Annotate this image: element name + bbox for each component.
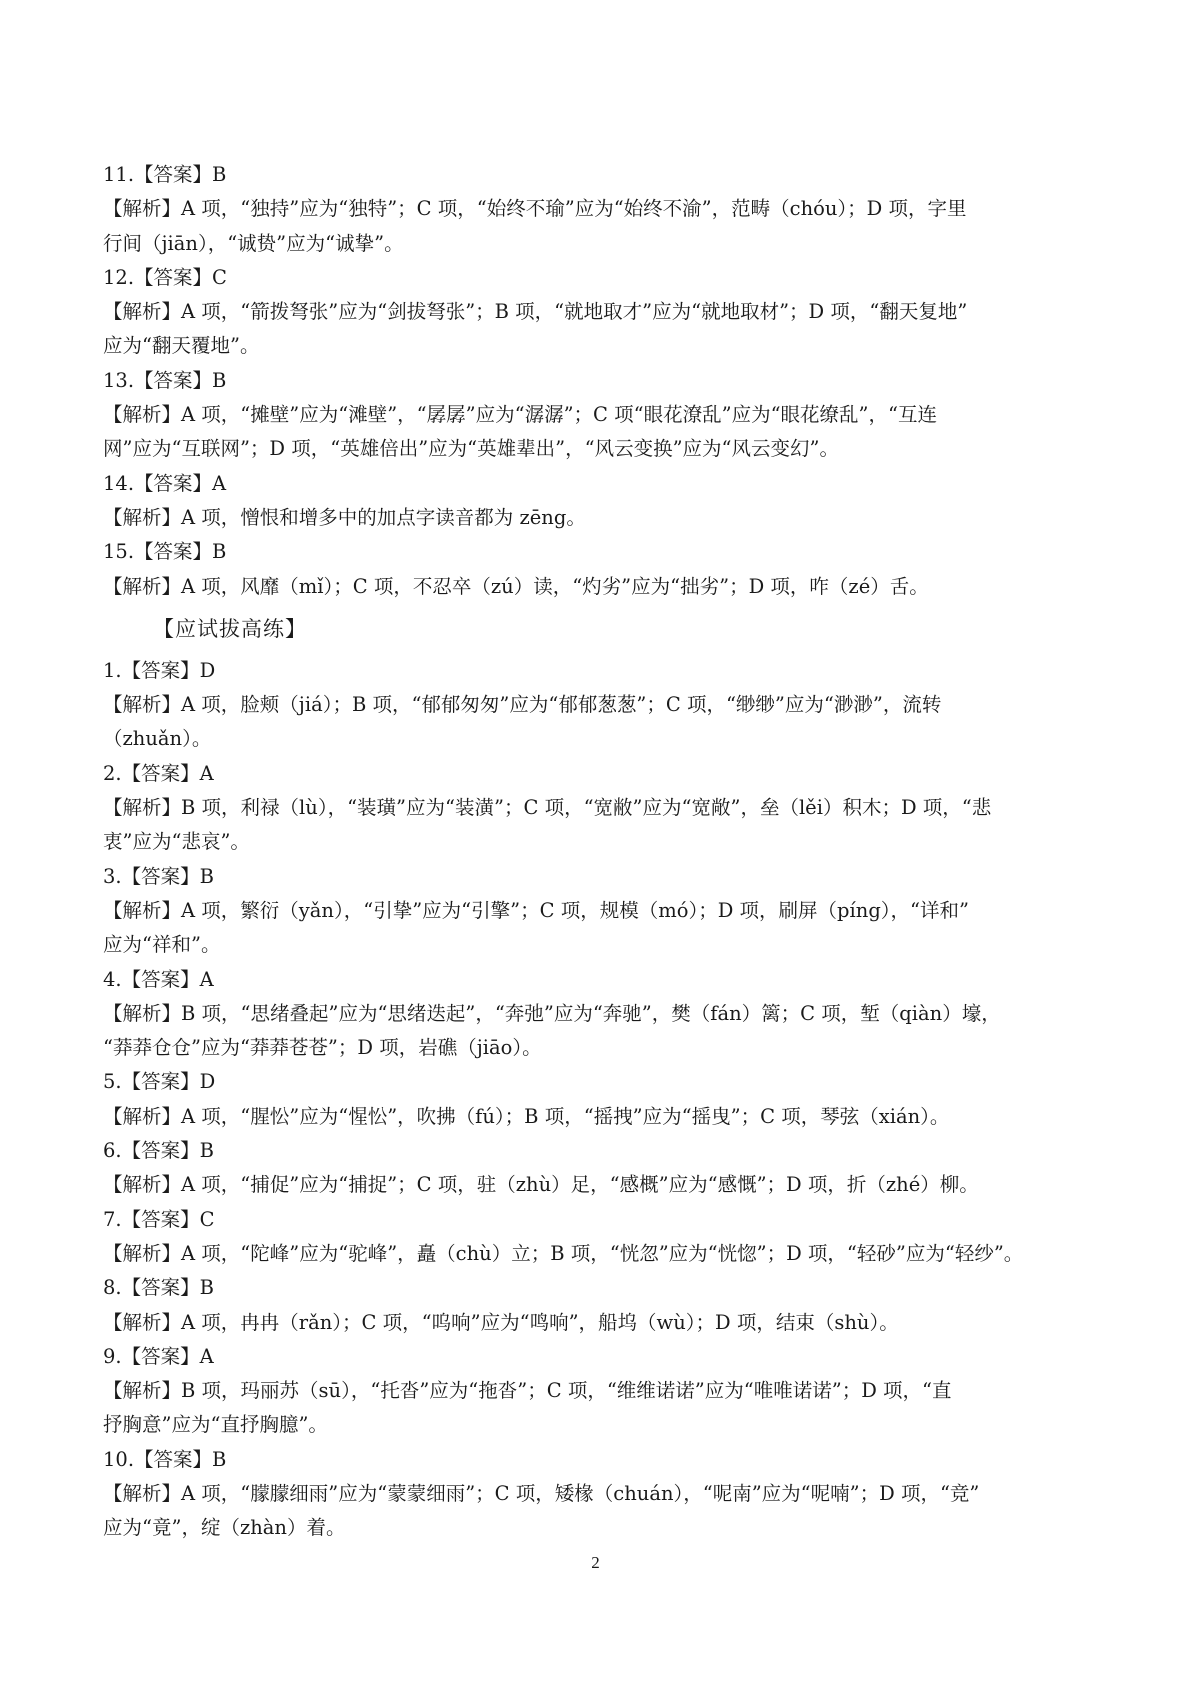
page-number: 2 [591, 1553, 600, 1572]
text-line: 【解析】A 项，冉冉（rǎn）；C 项，“呜响”应为“鸣响”，船坞（wù）；D 项，结束（shù）。 [103, 1310, 899, 1334]
text-line: 【解析】A 项，“腥忪”应为“惺忪”，吹拂（fú）；B 项，“摇拽”应为“摇曳”；C 项，琴弦（xián）。 [103, 1104, 950, 1128]
text-line: 抒胸意”应为“直抒胸臆”。 [103, 1413, 328, 1437]
text-line: 【解析】A 项，“朦朦细雨”应为“蒙蒙细雨”；C 项，矮椽（chuán），“呢南”应为“呢喃”；D 项，“竞” [103, 1481, 980, 1505]
text-line: 6.【答案】B [103, 1139, 214, 1163]
text-line: （zhuǎn）。 [103, 727, 212, 751]
text-line: 网”应为“互联网”；D 项，“英雄倍出”应为“英雄辈出”，“风云变换”应为“风云变幻”。 [103, 437, 839, 461]
text-line: 4.【答案】A [103, 967, 214, 991]
text-line: 【解析】B 项，利禄（lù），“装璜”应为“装潢”；C 项，“宽敝”应为“宽敞”，垒（lěi）积木；D 项，“悲 [103, 796, 992, 820]
text-line: 7.【答案】C [103, 1207, 215, 1231]
text-line: 【解析】A 项，脸颊（jiá）；B 项，“郁郁匆匆”应为“郁郁葱葱”；C 项，“缈缈”应为“渺渺”，流转 [103, 693, 942, 717]
answer-section-advanced [103, 654, 1063, 1546]
text-line: 1.【答案】D [103, 658, 216, 682]
text-line: 【解析】A 项，繁衍（yǎn），“引挚”应为“引擎”；C 项，规模（mó）；D 项，刷屏（píng），“详和” [103, 898, 969, 922]
text-line: 【解析】A 项，风靡（mǐ）；C 项，不忍卒（zú）读，“灼劣”应为“拙劣”；D 项，咋（zé）舌。 [103, 574, 929, 598]
text-line: 2.【答案】A [103, 761, 214, 785]
text-line: 12.【答案】C [103, 265, 227, 289]
text-line: 【解析】A 项，“箭拨弩张”应为“剑拔弩张”；B 项，“就地取才”应为“就地取材”；D 项，“翻天复地” [103, 300, 968, 324]
text-line: 应为“翻天覆地”。 [103, 334, 260, 358]
text-line: 15.【答案】B [103, 540, 227, 564]
text-line: “莽莽仓仓”应为“莽莽苍苍”；D 项，岩礁（jiāo）。 [103, 1036, 542, 1060]
text-line: 10.【答案】B [103, 1447, 227, 1471]
text-line: 应为“祥和”。 [103, 933, 221, 957]
text-line: 8.【答案】B [103, 1276, 214, 1300]
text-line: 【解析】A 项，“陀峰”应为“驼峰”，矗（chù）立；B 项，“恍忽”应为“恍惚”；D 项，“轻砂”应为“轻纱”。 [103, 1241, 1024, 1265]
text-line: 【解析】A 项，“独持”应为“独特”；C 项，“始终不瑜”应为“始终不渝”，范畴（chóu）；D 项，字里 [103, 197, 967, 221]
text-line: 9.【答案】A [103, 1344, 214, 1368]
text-line: 3.【答案】B [103, 864, 214, 888]
text-line: 【解析】A 项，憎恨和增多中的加点字读音都为 zēng。 [103, 505, 586, 529]
text-line: 13.【答案】B [103, 368, 227, 392]
text-line: 行间（jiān），“诚贽”应为“诚挚”。 [103, 231, 404, 255]
page-content [103, 158, 1063, 1546]
text-line: 14.【答案】A [103, 471, 227, 495]
text-line: 【解析】A 项，“摊壁”应为“滩壁”，“孱孱”应为“潺潺”；C 项“眼花潦乱”应为“眼花缭乱”，“互连 [103, 403, 937, 427]
text-line: 【解析】B 项，玛丽苏（sū），“托沓”应为“拖沓”；C 项，“维维诺诺”应为“唯唯诺诺”；D 项，“直 [103, 1379, 952, 1403]
text-line: 衷”应为“悲哀”。 [103, 830, 250, 854]
text-line: 【解析】A 项，“捕促”应为“捕捉”；C 项，驻（zhù）足，“感概”应为“感慨”；D 项，折（zhé）柳。 [103, 1173, 979, 1197]
text-line: 【解析】B 项，“思绪叠起”应为“思绪迭起”，“奔弛”应为“奔驰”，樊（fán）篱；C 项，堑（qiàn）壕， [103, 1001, 1001, 1025]
text-line: 5.【答案】D [103, 1070, 216, 1094]
text-line: 11.【答案】B [103, 163, 227, 186]
answer-section-basic [103, 158, 1063, 604]
section-heading: 【应试拔高练】 [153, 616, 307, 641]
text-line: 应为“竟”，绽（zhàn）着。 [103, 1516, 346, 1540]
